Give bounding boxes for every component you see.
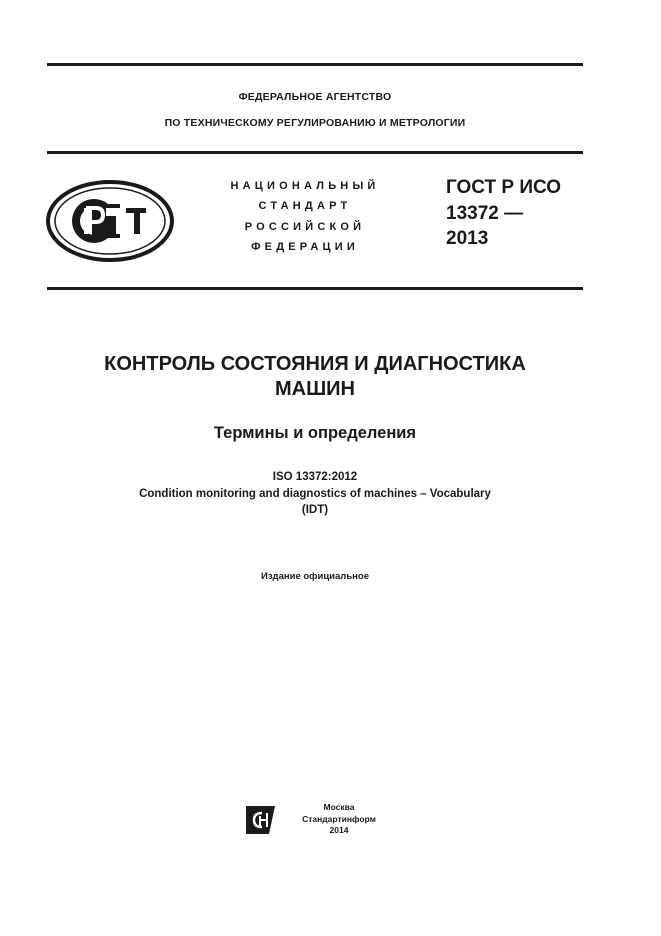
gost-r-certification-logo-icon — [46, 180, 174, 262]
standard-line-4: ФЕДЕРАЦИИ — [251, 240, 359, 253]
publisher-block — [289, 802, 389, 837]
title-line-1: КОНТРОЛЬ СОСТОЯНИЯ И ДИАГНОСТИКА — [104, 353, 526, 375]
edition-label: Издание официальное — [261, 571, 369, 582]
top-rule — [47, 63, 583, 66]
agency-line-2: ПО ТЕХНИЧЕСКОМУ РЕГУЛИРОВАНИЮ И МЕТРОЛОГИИ — [164, 117, 466, 129]
title-line-2: МАШИН — [274, 378, 356, 400]
national-standard-block — [210, 176, 400, 257]
standard-designation — [446, 175, 586, 252]
agency-line-1: ФЕДЕРАЛЬНОЕ АГЕНТСТВО — [238, 91, 392, 103]
document-subtitle: Термины и определения — [213, 424, 417, 442]
header-bottom-rule — [47, 287, 583, 290]
designation-line-1: ГОСТ Р ИСО — [446, 177, 562, 198]
iso-reference-block — [47, 469, 583, 519]
designation-line-3: 2013 — [446, 228, 489, 249]
iso-idt: (IDT) — [301, 504, 329, 516]
designation-line-2: 13372 — — [446, 202, 524, 224]
publisher-name: Стандартинформ — [302, 813, 376, 824]
standard-line-3: РОССИЙСКОЙ — [244, 220, 366, 233]
iso-title: Condition monitoring and diagnostics of machines – Vocabulary — [139, 487, 491, 500]
standartinform-logo-icon — [245, 805, 283, 835]
standard-line-2: СТАНДАРТ — [258, 200, 352, 213]
standard-line-1: НАЦИОНАЛЬНЫЙ — [230, 180, 380, 192]
publisher-city: Москва — [323, 802, 355, 812]
publisher-year: 2014 — [329, 825, 349, 835]
header-rule — [47, 151, 583, 154]
iso-ref: ISO 13372:2012 — [272, 471, 358, 483]
document-title — [47, 352, 583, 402]
